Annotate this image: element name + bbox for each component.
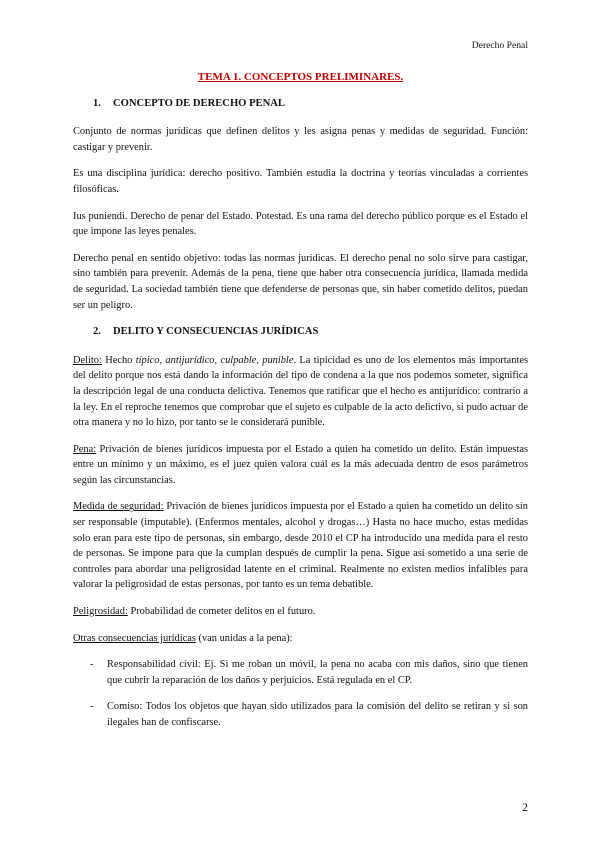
paragraph: Ius puniendi. Derecho de penar del Estado. Potestad. Es una rama del derecho público porque es el Estado el que impone las leyes penales. <box>73 210 528 238</box>
dash-bullet: - <box>90 659 94 671</box>
page-number: 2 <box>522 800 528 814</box>
section-2-heading <box>73 324 528 340</box>
paragraph: Conjunto de normas jurídicas que definen delitos y les asigna penas y medidas de seguridad. Función: castigar y prevenir. <box>73 126 528 153</box>
list-item-text: Responsabilidad civil: Ej. Si me roban un móvil, la pena no acaba con mis daños, sino que tienen que cubrir la reparación de los daños y perjuicios. Está regulada en el CP. <box>107 659 528 686</box>
list-item <box>73 699 528 730</box>
term-medida: Medida de seguridad: <box>73 501 164 513</box>
text-fragment: Privación de bienes jurídicos impuesta por el Estado a quien ha cometido un delito sin ser responsable (imputable). (Enfermos mentales, alcohol y drogas…) Hasta no hace mucho, estas medidas solo eran para este tipo de personas, sin embargo, desde 2010 el CP ha introducido una medida para el resto de personas. Se impone para que la cumplan después de cumplir la pena. Sigue así sometido a una serie de controles para abordar una peligrosidad latente en el criminal. Realmente no existen medios infalibles para valorar la peligrosidad de estas personas, por tanto es un tema debatible. <box>73 501 528 591</box>
text-fragment: Hecho <box>101 354 136 366</box>
page-body <box>73 70 528 742</box>
section-1-heading <box>73 96 528 112</box>
term-delito: Delito: <box>73 354 102 366</box>
term-pena: Pena: <box>73 443 97 455</box>
text-fragment: Privación de bienes jurídicos impuesta por el Estado a quien ha cometido un delito. Están impuestas entre un mínimo y un máximo, es el juez quien valora cuál es la más adecuada dentro de esos parámetros según las circunstancias. <box>73 443 528 486</box>
page-title: TEMA 1. CONCEPTOS PRELIMINARES. <box>197 71 404 83</box>
otras-paragraph <box>73 631 528 647</box>
dash-bullet: - <box>90 701 94 713</box>
text-fragment: (van unidas a la pena): <box>195 632 293 644</box>
pena-paragraph <box>73 442 528 489</box>
section-number: 2. <box>93 326 101 338</box>
consequences-list <box>73 657 528 730</box>
paragraph: Derecho penal en sentido objetivo: todas las normas jurídicas. El derecho penal no solo sirve para castigar, sino también para prevenir. Además de la pena, tiene que haber otra consecuencia jurídica, llamada medida de seguridad. La sociedad también tiene que defenderse de personas que, sin haber cometido delitos, puedan ser un peligro. <box>73 252 528 311</box>
delito-paragraph <box>73 353 528 431</box>
list-item <box>73 657 528 688</box>
running-header: Derecho Penal <box>471 40 528 51</box>
text-fragment: Probabilidad de cometer delitos en el futuro. <box>127 606 316 618</box>
peligrosidad-paragraph <box>73 604 528 620</box>
medida-paragraph <box>73 499 528 593</box>
term-peligrosidad: Peligrosidad: <box>73 606 128 618</box>
section-title: DELITO Y CONSECUENCIAS JURÍDICAS <box>113 326 319 338</box>
term-otras: Otras consecuencias jurídicas <box>73 632 196 644</box>
paragraph: Es una disciplina jurídica: derecho positivo. También estudia la doctrina y teorías vinculadas a corrientes filosóficas. <box>73 168 528 195</box>
section-title: CONCEPTO DE DERECHO PENAL <box>113 97 285 109</box>
text-fragment: . La tipicidad es uno de los elementos más importantes del delito porque nos está dando la información del tipo de condena a la que nos podemos someter, significa la descripción legal de una conducta delictiva. Tenemos que ratificar que el hecho es antijurídico: contrario a la ley. En el reproche tenemos que comprobar que el sujeto es culpable de la acto delictivo, si pudo actuar de otra manera y no lo hizo, por tanto se le considerará punible. <box>73 354 528 429</box>
section-number: 1. <box>93 97 101 109</box>
delito-attributes: típico, antijurídico, culpable, punible <box>135 354 294 366</box>
list-item-text: Comiso: Todos los objetos que hayan sido utilizados para la comisión del delito se retiran y si son ilegales han de confiscarse. <box>107 701 528 728</box>
